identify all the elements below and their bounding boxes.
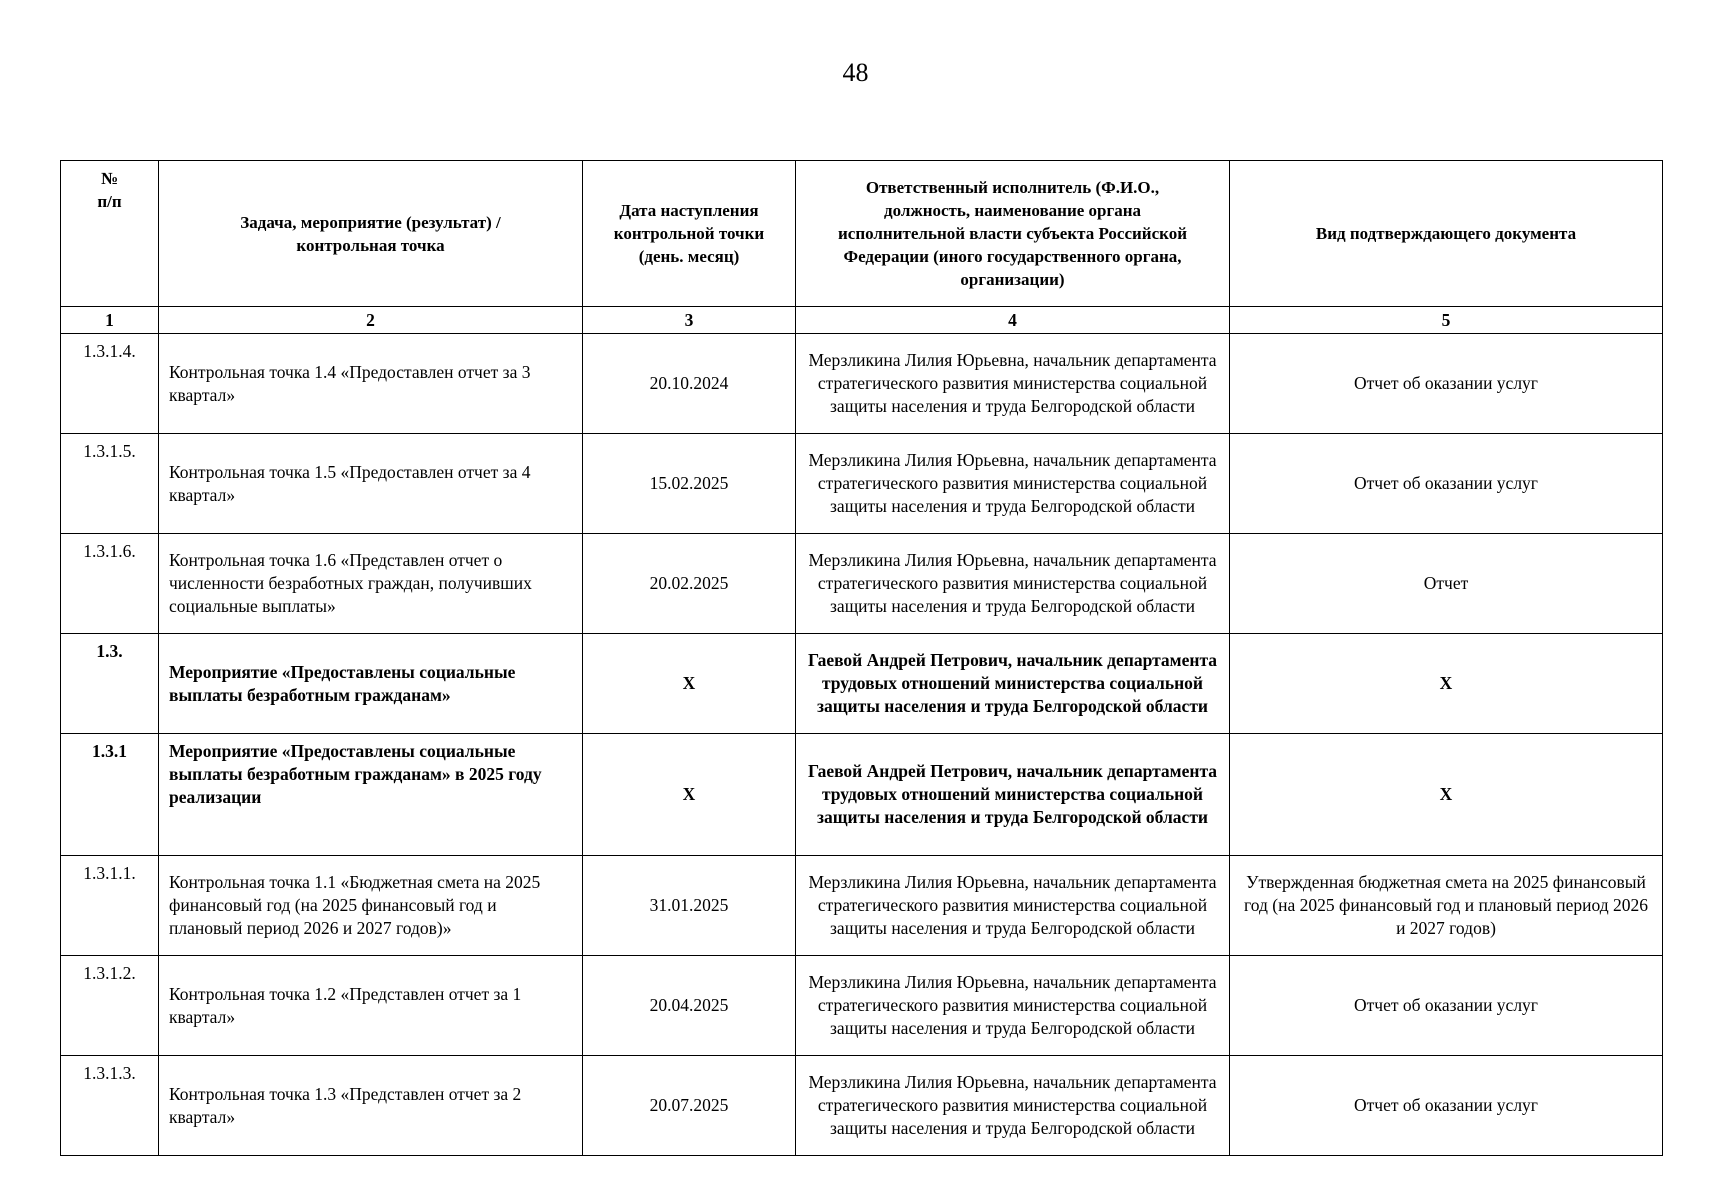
- table-row: [61, 434, 1663, 534]
- row-document: Х: [1230, 634, 1663, 734]
- column-index-row: [61, 307, 1663, 334]
- table-row: [61, 334, 1663, 434]
- row-responsible: Мерзликина Лилия Юрьевна, начальник департамента стратегического развития министерства социальной защиты населения и труда Белгородской области: [796, 434, 1230, 534]
- row-document: Отчет об оказании услуг: [1230, 956, 1663, 1056]
- row-number: 1.3.: [61, 634, 159, 734]
- row-number: 1.3.1.5.: [61, 434, 159, 534]
- row-number: 1.3.1.4.: [61, 334, 159, 434]
- row-responsible: Мерзликина Лилия Юрьевна, начальник департамента стратегического развития министерства социальной защиты населения и труда Белгородской области: [796, 856, 1230, 956]
- row-date: 20.04.2025: [583, 956, 796, 1056]
- row-document: Х: [1230, 734, 1663, 856]
- row-document: Отчет об оказании услуг: [1230, 334, 1663, 434]
- row-responsible: Мерзликина Лилия Юрьевна, начальник департамента стратегического развития министерства социальной защиты населения и труда Белгородской области: [796, 334, 1230, 434]
- row-date: 20.07.2025: [583, 1056, 796, 1156]
- row-document: Отчет об оказании услуг: [1230, 1056, 1663, 1156]
- row-responsible: Мерзликина Лилия Юрьевна, начальник департамента стратегического развития министерства социальной защиты населения и труда Белгородской области: [796, 1056, 1230, 1156]
- row-document: Отчет: [1230, 534, 1663, 634]
- table-row-activity: [61, 734, 1663, 856]
- row-date: 31.01.2025: [583, 856, 796, 956]
- row-number: 1.3.1.1.: [61, 856, 159, 956]
- row-date: 15.02.2025: [583, 434, 796, 534]
- row-task: Контрольная точка 1.4 «Предоставлен отчет за 3 квартал»: [159, 334, 583, 434]
- column-index: 2: [159, 307, 583, 334]
- row-task: Контрольная точка 1.2 «Представлен отчет за 1 квартал»: [159, 956, 583, 1056]
- table-row: [61, 856, 1663, 956]
- row-responsible: Гаевой Андрей Петрович, начальник департамента трудовых отношений министерства социальной защиты населения и труда Белгородской области: [796, 734, 1230, 856]
- row-responsible: Мерзликина Лилия Юрьевна, начальник департамента стратегического развития министерства социальной защиты населения и труда Белгородской области: [796, 534, 1230, 634]
- control-points-table: [60, 160, 1663, 1156]
- row-number: 1.3.1.3.: [61, 1056, 159, 1156]
- column-index: 4: [796, 307, 1230, 334]
- row-task: Мероприятие «Предоставлены социальные выплаты безработным гражданам»: [159, 634, 583, 734]
- header-task: Задача, мероприятие (результат) / контрольная точка: [159, 161, 583, 307]
- header-responsible: Ответственный исполнитель (Ф.И.О., должность, наименование органа исполнительной власти субъекта Российской Федерации (иного государственного органа, организации): [796, 161, 1230, 307]
- row-number: 1.3.1.6.: [61, 534, 159, 634]
- column-index: 1: [61, 307, 159, 334]
- column-index: 5: [1230, 307, 1663, 334]
- row-document: Утвержденная бюджетная смета на 2025 финансовый год (на 2025 финансовый год и плановый период 2026 и 2027 годов): [1230, 856, 1663, 956]
- header-num: [61, 161, 159, 307]
- row-date: Х: [583, 734, 796, 856]
- row-document: Отчет об оказании услуг: [1230, 434, 1663, 534]
- table-row: [61, 956, 1663, 1056]
- table-header-row: [61, 161, 1663, 307]
- row-task: Контрольная точка 1.6 «Представлен отчет о численности безработных граждан, получивших социальные выплаты»: [159, 534, 583, 634]
- row-task: Мероприятие «Предоставлены социальные выплаты безработным гражданам» в 2025 году реализации: [159, 734, 583, 856]
- column-index: 3: [583, 307, 796, 334]
- table-row: [61, 1056, 1663, 1156]
- header-date: Дата наступления контрольной точки (день. месяц): [583, 161, 796, 307]
- row-number: 1.3.1: [61, 734, 159, 856]
- header-document: Вид подтверждающего документа: [1230, 161, 1663, 307]
- row-responsible: Мерзликина Лилия Юрьевна, начальник департамента стратегического развития министерства социальной защиты населения и труда Белгородской области: [796, 956, 1230, 1056]
- table-row: [61, 534, 1663, 634]
- row-task: Контрольная точка 1.3 «Представлен отчет за 2 квартал»: [159, 1056, 583, 1156]
- row-date: 20.02.2025: [583, 534, 796, 634]
- row-responsible: Гаевой Андрей Петрович, начальник департамента трудовых отношений министерства социальной защиты населения и труда Белгородской области: [796, 634, 1230, 734]
- page-number: 48: [842, 58, 869, 87]
- row-task: Контрольная точка 1.1 «Бюджетная смета на 2025 финансовый год (на 2025 финансовый год и плановый период 2026 и 2027 годов)»: [159, 856, 583, 956]
- table-row-activity: [61, 634, 1663, 734]
- row-date: 20.10.2024: [583, 334, 796, 434]
- header-num-label: № п/п: [97, 169, 122, 211]
- row-number: 1.3.1.2.: [61, 956, 159, 1056]
- row-task: Контрольная точка 1.5 «Предоставлен отчет за 4 квартал»: [159, 434, 583, 534]
- row-date: Х: [583, 634, 796, 734]
